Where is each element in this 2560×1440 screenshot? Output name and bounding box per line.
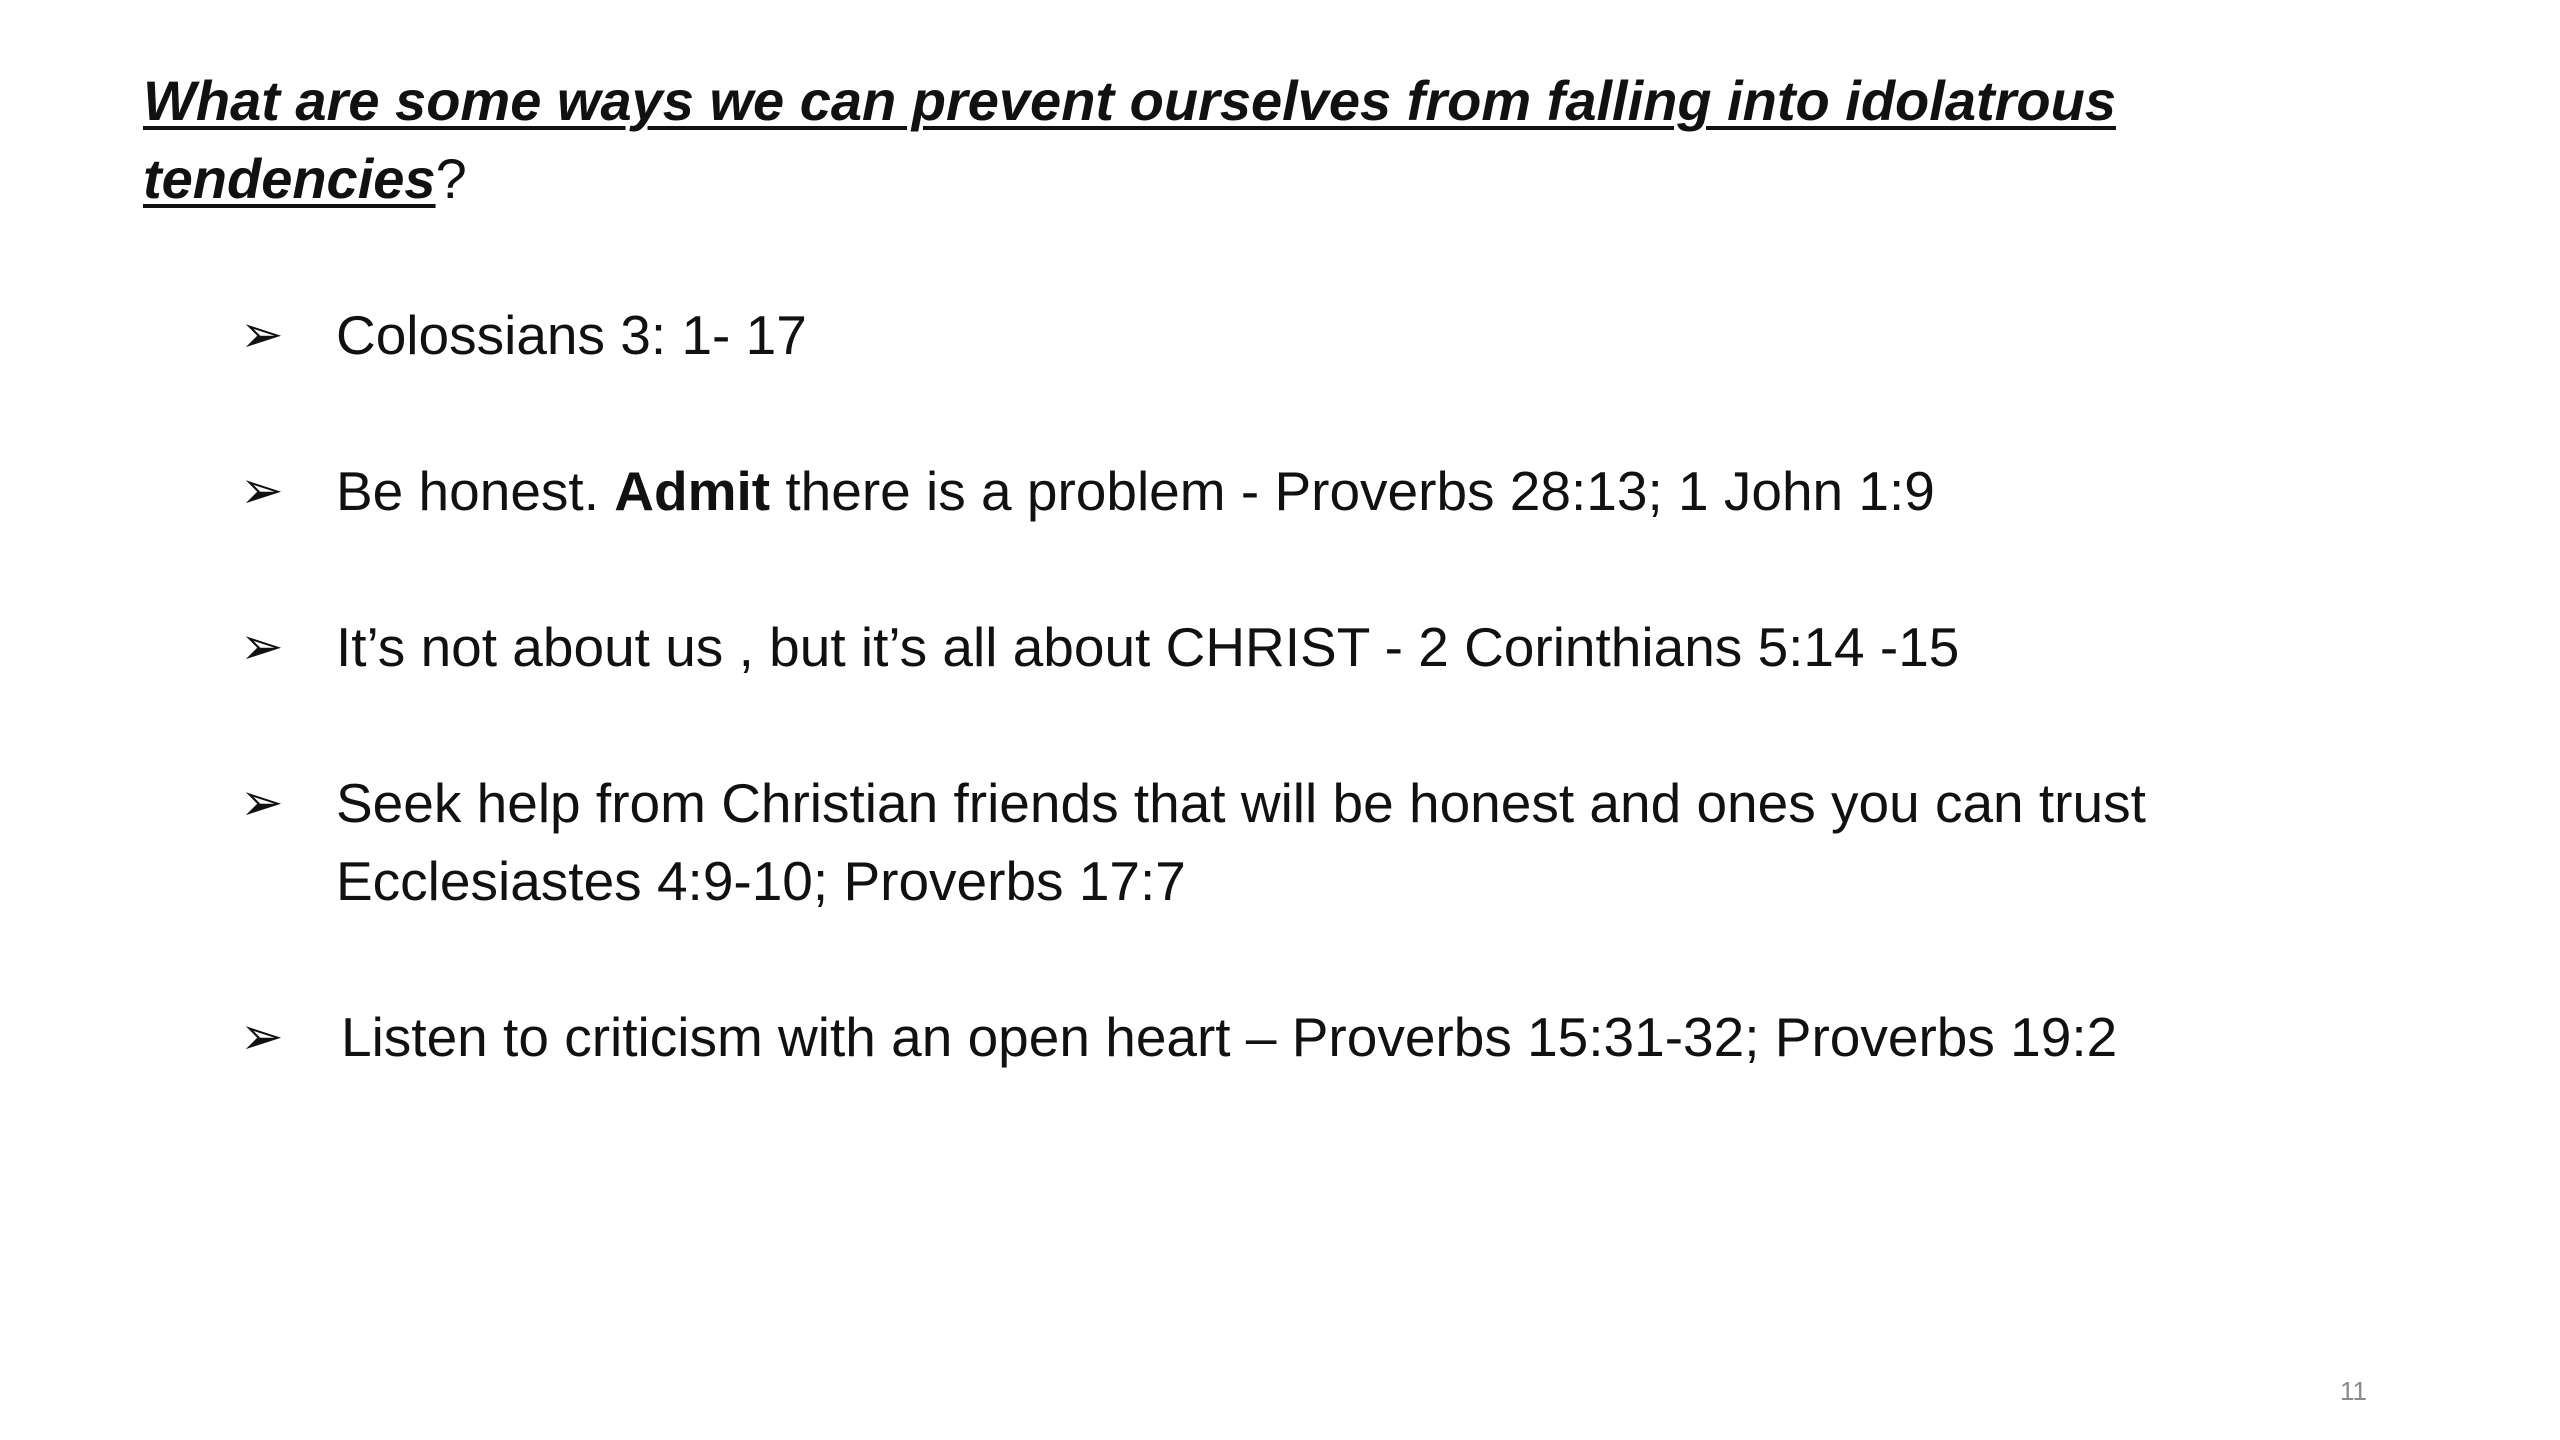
bullet-text: Colossians 3: 1- 17 bbox=[336, 304, 807, 366]
slide-title-text: What are some ways we can prevent ourselves from falling into idolatrous tendencies bbox=[143, 69, 2116, 210]
bullet-text-after: there is a problem - Proverbs 28:13; 1 John 1:9 bbox=[770, 460, 1935, 522]
bullet-text-line-1: Seek help from Christian friends that will be honest and ones you can trust bbox=[336, 772, 2146, 834]
bullet-text: Listen to criticism with an open heart – Proverbs 15:31-32; Proverbs 19:2 bbox=[341, 1006, 2118, 1068]
bullet-text bbox=[336, 452, 2336, 530]
bullet-text bbox=[336, 764, 2336, 920]
slide-title bbox=[143, 62, 2383, 218]
bullet-text-bold-admit: Admit bbox=[614, 460, 771, 522]
arrowhead-bullet-icon: ➢ bbox=[240, 305, 284, 365]
bullet-text-line-2: Ecclesiastes 4:9-10; Proverbs 17:7 bbox=[336, 850, 1186, 912]
slide-title-question-mark: ? bbox=[435, 147, 467, 210]
arrowhead-bullet-icon: ➢ bbox=[240, 773, 284, 833]
arrowhead-bullet-icon: ➢ bbox=[240, 1007, 284, 1067]
page-number: 11 bbox=[2340, 1376, 2367, 1406]
arrowhead-bullet-icon: ➢ bbox=[240, 617, 284, 677]
bullet-text-before: Be honest. bbox=[336, 460, 615, 522]
arrowhead-bullet-icon: ➢ bbox=[240, 461, 284, 521]
bullet-text: It’s not about us , but it’s all about CHRIST - 2 Corinthians 5:14 -15 bbox=[336, 616, 1960, 678]
